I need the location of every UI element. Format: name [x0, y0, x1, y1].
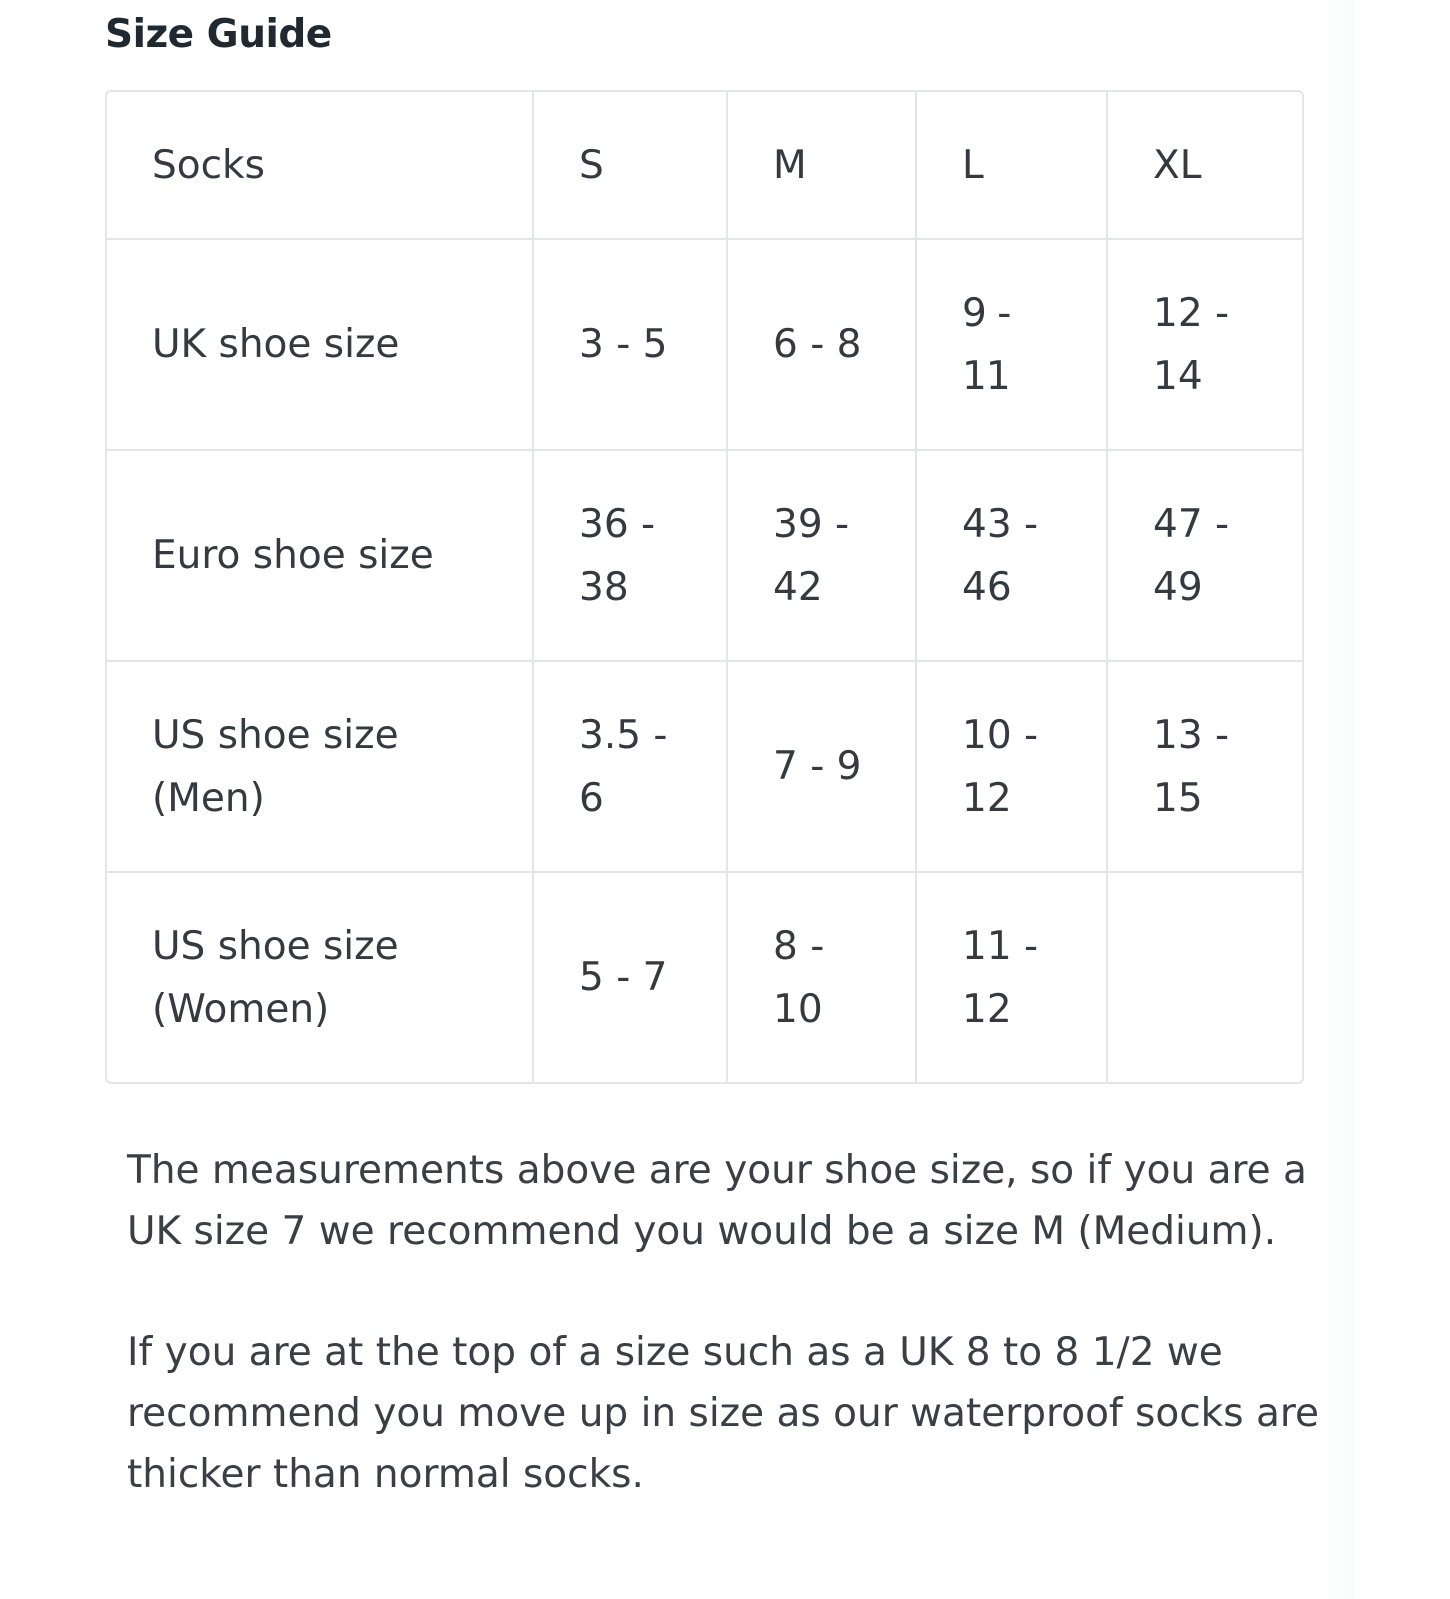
table-row [107, 873, 1302, 1082]
header-cell-socks: Socks [107, 92, 534, 240]
row-label-euro: Euro shoe size [107, 451, 534, 662]
header-cell-l: L [917, 92, 1108, 240]
cell-euro-m: 39 - 42 [728, 451, 917, 662]
cell-us-women-s: 5 - 7 [534, 873, 728, 1082]
table-row [107, 240, 1302, 451]
note-paragraph-measurements: The measurements above are your shoe size, so if you are a UK size 7 we recommend you would be a size M (Medium). [127, 1148, 1307, 1254]
note-paragraph-size-up: If you are at the top of a size such as a UK 8 to 8 1/2 we recommend you move up in size as our waterproof socks are thicker than normal socks. [127, 1330, 1320, 1497]
header-cell-m: M [728, 92, 917, 240]
cell-uk-l: 9 - 11 [917, 240, 1108, 451]
row-label-us-women: US shoe size (Women) [107, 873, 534, 1082]
cell-us-men-s: 3.5 - 6 [534, 662, 728, 873]
cell-us-men-m: 7 - 9 [728, 662, 917, 873]
row-label-us-men: US shoe size (Men) [107, 662, 534, 873]
cell-us-women-xl [1108, 873, 1302, 1082]
cell-us-women-l: 11 - 12 [917, 873, 1108, 1082]
table-row [107, 451, 1302, 662]
table-row [107, 662, 1302, 873]
cell-euro-l: 43 - 46 [917, 451, 1108, 662]
table-header-row [107, 92, 1302, 240]
size-guide-table [105, 90, 1304, 1084]
cell-uk-m: 6 - 8 [728, 240, 917, 451]
cell-uk-s: 3 - 5 [534, 240, 728, 451]
cell-us-women-m: 8 - 10 [728, 873, 917, 1082]
header-cell-xl: XL [1108, 92, 1302, 240]
cell-euro-s: 36 - 38 [534, 451, 728, 662]
row-label-uk: UK shoe size [107, 240, 534, 451]
cell-uk-xl: 12 - 14 [1108, 240, 1302, 451]
size-notes [127, 1140, 1327, 1565]
cell-us-men-l: 10 - 12 [917, 662, 1108, 873]
header-cell-s: S [534, 92, 728, 240]
cell-euro-xl: 47 - 49 [1108, 451, 1302, 662]
page-title: Size Guide [105, 12, 332, 57]
cell-us-men-xl: 13 - 15 [1108, 662, 1302, 873]
